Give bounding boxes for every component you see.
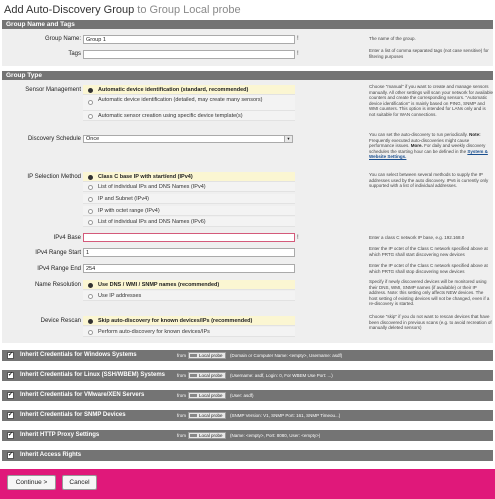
name-resolution-label: Name Resolution [34, 282, 81, 288]
ipv4-base-label: IPv4 Base [53, 235, 81, 241]
option-label: IP with octet range (IPv4) [98, 208, 160, 214]
inherit-vmware-bar[interactable] [2, 390, 493, 401]
section-header-name-tags: Group Name and Tags [2, 20, 493, 29]
tags-field[interactable] [83, 50, 295, 59]
inherit-snmp-bar[interactable] [2, 410, 493, 421]
sensor-option-standard[interactable] [83, 85, 295, 95]
continue-button[interactable]: Continue > [7, 475, 56, 490]
checkbox-checked-icon[interactable]: ✓ [8, 392, 14, 398]
dropdown-arrow-icon[interactable]: ▼ [284, 136, 292, 142]
group-name-label: Group Name: [44, 36, 81, 42]
probe-name: Local probe [199, 433, 223, 438]
option-label: Automatic device identification (standard, recommended) [98, 87, 249, 93]
ip-option-octet-range[interactable] [83, 206, 295, 216]
schedule-help-note: Note: [469, 132, 481, 137]
sensor-option-detailed[interactable] [83, 95, 295, 111]
radio-icon [88, 197, 93, 202]
tags-help: Enter a list of comma separated tags (not case sensitive) for filtering purposes [369, 48, 489, 59]
range-end-label: IPv4 Range End [37, 266, 81, 272]
inherit-info: (Username: asdf, Login: 0, For WBEM Use Port: ...) [230, 373, 333, 378]
sensor-management-label: Sensor Management [25, 87, 81, 93]
discovery-schedule-label: Discovery Schedule [27, 136, 81, 142]
tags-info-marker: ! [297, 51, 299, 57]
inherit-from: from [177, 353, 186, 358]
rescan-option-skip[interactable] [83, 316, 295, 326]
inherit-label: Inherit Credentials for VMware/XEN Servers [20, 392, 145, 398]
discovery-schedule-help [369, 132, 493, 160]
ip-option-subnet[interactable] [83, 194, 295, 204]
option-label: List of individual IPs and DNS Names (IPv4) [98, 184, 206, 190]
checkbox-checked-icon[interactable]: ✓ [8, 372, 14, 378]
probe-badge[interactable] [188, 412, 226, 419]
inherit-from: from [177, 433, 186, 438]
ip-option-list-ipv6[interactable] [83, 217, 295, 227]
radio-selected-icon [88, 175, 93, 180]
discovery-schedule-select[interactable] [83, 135, 293, 143]
probe-name: Local probe [199, 353, 223, 358]
option-label: Use IP addresses [98, 293, 142, 299]
group-name-help: The name of the group. [369, 36, 416, 41]
probe-badge[interactable] [188, 432, 226, 439]
schedule-help-body: Frequently executed auto-discoveries might cause performance issues. [369, 137, 470, 149]
inherit-from: from [177, 413, 186, 418]
sensor-option-template[interactable] [83, 111, 295, 121]
schedule-help-prefix: You can set the auto-discovery to run periodically. [369, 132, 468, 137]
schedule-help-tail: For daily and weekly discovery schedules the starting hour can be defined in the [369, 143, 486, 154]
probe-icon [190, 414, 197, 417]
section-header-group-type: Group Type [2, 71, 493, 80]
inherit-label: Inherit Credentials for Windows Systems [20, 352, 137, 358]
ip-selection-help: You can select between several methods to supply the IP addresses used by the auto discovery. IPv6 is currently only supported with a list of individual addresses. [369, 172, 489, 189]
inherit-linux-bar[interactable] [2, 370, 493, 381]
checkbox-checked-icon[interactable]: ✓ [8, 412, 14, 418]
page-title-main: Add Auto-Discovery Group [4, 4, 135, 16]
range-start-field[interactable] [83, 248, 295, 257]
inherit-label: Inherit Access Rights [20, 452, 82, 458]
radio-icon [88, 294, 93, 299]
discovery-schedule-value: Once [86, 136, 100, 142]
ip-option-class-c[interactable] [83, 172, 295, 182]
ipv4-base-help: Enter a class C network IP base, e.g. 192.168.0 [369, 235, 465, 240]
sensor-management-help: Choose "manual" if you want to create and manage sensors manually. All other settings will scan your network for available counters and create the corresponding sensors. "Automatic device identification" is mainly based on PING, SNMP and WMI counters. This option is intended for LANs only and is not suitable for WAN connections. [369, 84, 493, 117]
inherit-info: (Name: <empty>, Port: 8080, User: <empty>) [230, 433, 321, 438]
inherit-proxy-bar[interactable] [2, 430, 493, 441]
inherit-label: Inherit Credentials for SNMP Devices [20, 412, 126, 418]
schedule-help-more[interactable]: More. [410, 143, 423, 149]
option-label: List of individual IPs and DNS Names (IPv6) [98, 219, 206, 225]
radio-selected-icon [88, 283, 93, 288]
probe-name: Local probe [199, 413, 223, 418]
inherit-info: (Domain or Computer Name: <empty>, Username: asdf) [230, 353, 343, 358]
inherit-access-rights-bar[interactable] [2, 450, 493, 461]
range-end-field[interactable] [83, 264, 295, 273]
probe-icon [190, 394, 197, 397]
option-label: Automatic sensor creation using specific device template(s) [98, 113, 243, 119]
inherit-windows-bar[interactable] [2, 350, 493, 361]
cancel-button[interactable]: Cancel [62, 475, 97, 490]
ip-option-list-ipv4[interactable] [83, 182, 295, 192]
system-settings-link[interactable]: System & Website Settings. [369, 148, 488, 160]
probe-icon [190, 354, 197, 357]
probe-icon [190, 374, 197, 377]
required-marker: ! [297, 36, 299, 42]
checkbox-checked-icon[interactable]: ✓ [8, 452, 14, 458]
option-label: Automatic device identification (detailed, may create many sensors) [98, 97, 263, 103]
device-rescan-help: Choose "skip" if you do not want to rescan devices that have been discovered in previous scans (e.g. to avoid recreation of manually deleted sensors) [369, 314, 492, 331]
checkbox-checked-icon[interactable]: ✓ [8, 432, 14, 438]
range-start-help: Enter the IP octet of the Class C network specified above at which PRTG shall start discovering new devices [369, 246, 488, 257]
radio-icon [88, 209, 93, 214]
probe-badge[interactable] [188, 372, 226, 379]
checkbox-checked-icon[interactable]: ✓ [8, 352, 14, 358]
inherit-from: from [177, 373, 186, 378]
tags-label: Tags [68, 51, 81, 57]
probe-badge[interactable] [188, 392, 226, 399]
probe-name: Local probe [199, 393, 223, 398]
rescan-option-perform[interactable] [83, 327, 295, 337]
inherit-label: Inherit HTTP Proxy Settings [20, 432, 100, 438]
group-name-field[interactable] [83, 35, 295, 44]
option-label: Class C base IP with start/end (IPv4) [98, 174, 193, 180]
ipv4-base-field[interactable] [83, 233, 295, 242]
radio-icon [88, 330, 93, 335]
range-end-help: Enter the IP octet of the Class C network specified above at which PRTG shall stop discovering new devices [369, 263, 488, 274]
radio-icon [88, 114, 93, 119]
radio-icon [88, 220, 93, 225]
inherit-label: Inherit Credentials for Linux (SSH/WBEM) Systems [20, 372, 166, 378]
required-marker: ! [297, 235, 299, 241]
probe-icon [190, 434, 197, 437]
option-label: IP and Subnet (IPv4) [98, 196, 149, 202]
name-option-dns[interactable] [83, 280, 295, 290]
name-resolution-help: Specify if newly discovered devices will be monitored using their DNS, WMI, SNMP names (if available) or their IP address. Note: this setting only affects NEW devices. The host setting of existing devices will not be changed, even if a re-discovery is started. [369, 279, 490, 307]
name-option-ip[interactable] [83, 291, 295, 301]
option-label: Perform auto-discovery for known devices/IPs [98, 329, 210, 335]
page-title [4, 3, 241, 17]
inherit-from: from [177, 393, 186, 398]
section-body-name-tags [2, 29, 493, 66]
option-label: Skip auto-discovery for known devices/IPs (recommended) [98, 318, 253, 324]
radio-icon [88, 100, 93, 105]
device-rescan-label: Device Rescan [40, 318, 81, 324]
option-label: Use DNS / WMI / SNMP names (recommended) [98, 282, 220, 288]
page-title-sub: to Group Local probe [137, 4, 241, 16]
range-start-label: IPv4 Range Start [35, 250, 81, 256]
probe-badge[interactable] [188, 352, 226, 359]
radio-selected-icon [88, 88, 93, 93]
radio-icon [88, 185, 93, 190]
inherit-info: (User: asdf) [230, 393, 254, 398]
probe-name: Local probe [199, 373, 223, 378]
radio-selected-icon [88, 319, 93, 324]
ip-selection-label: IP Selection Method [27, 174, 81, 180]
section-body-group-type [2, 80, 493, 343]
inherit-info: (SNMP Version: V1, SNMP Port: 161, SNMP Timeou...) [230, 413, 341, 418]
